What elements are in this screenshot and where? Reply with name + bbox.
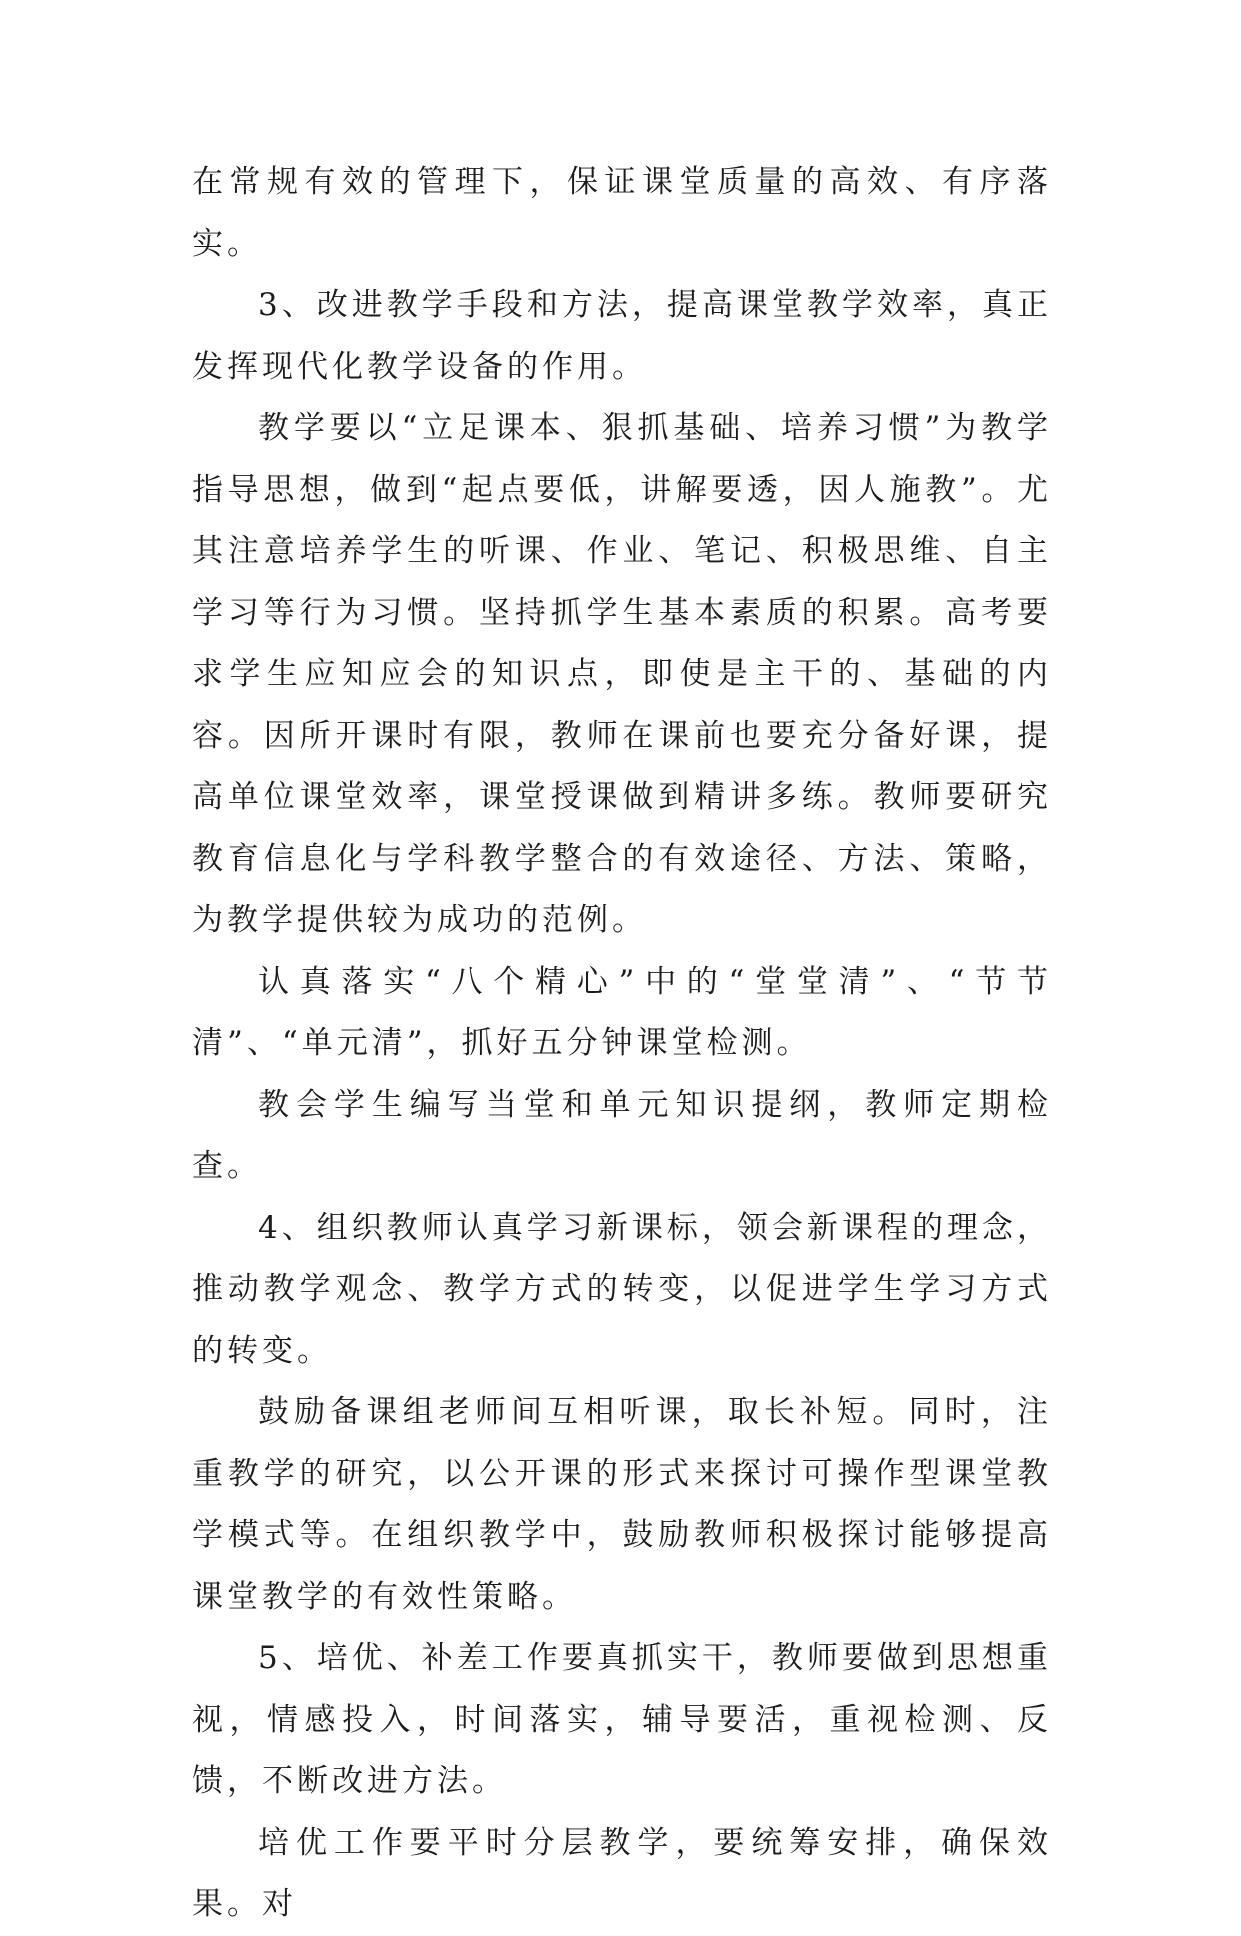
paragraph-4: 认真落实“八个精心”中的“堂堂清”、“节节清”、“单元清”，抓好五分钟课堂检测。: [192, 963, 1052, 1061]
paragraph-2: 3、改进教学手段和方法，提高课堂教学效率，真正发挥现代化教学设备的作用。: [192, 287, 1052, 385]
paragraph-5: 教会学生编写当堂和单元知识提纲，教师定期检查。: [192, 1086, 1052, 1184]
paragraph-1: 在常规有效的管理下，保证课堂质量的高效、有序落实。: [192, 164, 1052, 262]
paragraph-9: 培优工作要平时分层教学，要统筹安排，确保效果。对: [192, 1824, 1052, 1922]
paragraph-7: 鼓励备课组老师间互相听课，取长补短。同时，注重教学的研究，以公开课的形式来探讨可操作型课堂教学模式等。在组织教学中，鼓励教师积极探讨能够提高课堂教学的有效性策略。: [192, 1394, 1052, 1615]
paragraph-3: 教学要以“立足课本、狠抓基础、培养习惯”为教学指导思想，做到“起点要低，讲解要透，因人施教”。尤其注意培养学生的听课、作业、笔记、积极思维、自主学习等行为习惯。坚持抓学生基本素质的积累。高考要求学生应知应会的知识点，即使是主干的、基础的内容。因所开课时有限，教师在课前也要充分备好课，提高单位课堂效率，课堂授课做到精讲多练。教师要研究教育信息化与学科教学整合的有效途径、方法、策略，为教学提供较为成功的范例。: [192, 410, 1052, 938]
document-body: [192, 152, 1052, 1936]
paragraph-6: 4、组织教师认真学习新课标，领会新课程的理念，推动教学观念、教学方式的转变，以促进学生学习方式的转变。: [192, 1209, 1052, 1369]
paragraph-8: 5、培优、补差工作要真抓实干，教师要做到思想重视，情感投入，时间落实，辅导要活，重视检测、反馈，不断改进方法。: [192, 1640, 1052, 1799]
